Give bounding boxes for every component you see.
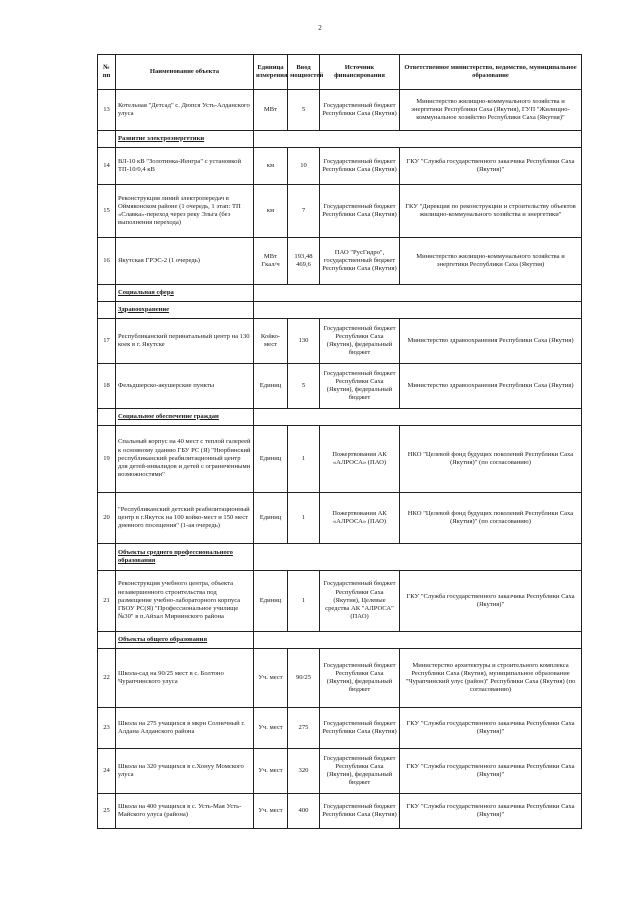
capacity-cell: 1 [288,493,320,544]
section-title: Социальная сфера [116,285,254,302]
section-row [98,285,582,302]
header-ministry: Ответственное министерство, ведомство, муниципальное образование [400,55,582,90]
ministry-cell: НКО "Целевой фонд будущих поколений Республики Саха (Якутия)" (по согласованию) [400,426,582,493]
object-name: Школа-сад на 90/25 мест в с. Болтоно Чурапчинского улуса [116,649,254,708]
ministry-cell: ГКУ "Служба государственного заказчика Республики Саха (Якутия)" [400,708,582,749]
capacity-cell: 10 [288,148,320,185]
ministry-cell: Министерство жилищно-коммунального хозяйства и энергетики Республики Саха (Якутия) [400,238,582,285]
object-name: Школа на 320 учащихся в с.Хонуу Момского улуса [116,749,254,794]
ministry-cell: Министерство архитектуры и строительного комплекса Республики Саха (Якутия), муниципальное образование "Чурапчинский улус (район)" Республики Саха (Якутия) (по согласованию) [400,649,582,708]
ministry-cell: ГКУ "Дирекция по реконструкции и строительству объектов жилищно-коммунального хозяйства и энергетики" [400,185,582,238]
table-row [98,426,582,493]
source-cell: Пожертвования АК «АЛРОСА» (ПАО) [320,426,400,493]
table-row [98,749,582,794]
section-empty-cell [254,409,582,426]
ministry-cell: Министерство здравоохранения Республики Саха (Якутия) [400,364,582,409]
source-cell: Государственный бюджет Республики Саха (Якутия), федеральный бюджет [320,749,400,794]
section-empty-cell [254,285,582,302]
object-name: Спальный корпус на 40 мест с теплой галереей к основному зданию ГБУ РС (Я) "Нюрбинский республиканский реабилитационный центр для детей-инвалидов и детей с ограниченными возможностями" [116,426,254,493]
section-empty-cell [254,544,582,571]
table-row [98,493,582,544]
section-row [98,302,582,319]
source-cell: Пожертвования АК «АЛРОСА» (ПАО) [320,493,400,544]
row-num: 16 [98,238,116,285]
page-number: 2 [318,24,322,32]
unit-cell: км [254,185,288,238]
unit-cell: МВт Гкал/ч [254,238,288,285]
section-empty-cell [254,131,582,148]
row-num: 22 [98,649,116,708]
object-name: Фельдшерско-акушерские пункты [116,364,254,409]
source-cell: Государственный бюджет Республики Саха (Якутия), федеральный бюджет [320,649,400,708]
unit-cell: Койко-мест [254,319,288,364]
row-num: 23 [98,708,116,749]
section-title: Объекты общего образования [116,632,254,649]
section-num-cell [98,544,116,571]
source-cell: Государственный бюджет Республики Саха (Якутия) [320,708,400,749]
unit-cell: Единиц [254,426,288,493]
object-name: Котельная "Детсад" с. Дюпся Усть-Алданского улуса [116,90,254,131]
table-row [98,571,582,632]
section-num-cell [98,131,116,148]
row-num: 25 [98,794,116,829]
capacity-cell: 320 [288,749,320,794]
section-row [98,632,582,649]
section-num-cell [98,302,116,319]
table-body [98,90,582,829]
header-name: Наименование объекта [116,55,254,90]
unit-cell: Единиц [254,571,288,632]
table-header-row [98,55,582,90]
ministry-cell: ГКУ "Служба государственного заказчика Республики Саха (Якутия)" [400,571,582,632]
object-name: ВЛ-10 кВ "Золотинка-Иенгра" с установкой ТП-10/0,4 кВ [116,148,254,185]
row-num: 19 [98,426,116,493]
unit-cell: Единиц [254,493,288,544]
ministry-cell: ГКУ "Служба государственного заказчика Республики Саха (Якутия)" [400,148,582,185]
section-empty-cell [254,632,582,649]
row-num: 20 [98,493,116,544]
table-row [98,319,582,364]
section-num-cell [98,285,116,302]
object-name: Республиканский перинатальный центр на 130 коек в г. Якутске [116,319,254,364]
object-name: Якутская ГРЭС-2 (1 очередь) [116,238,254,285]
section-num-cell [98,632,116,649]
section-row [98,409,582,426]
unit-cell: км [254,148,288,185]
object-name: Школа на 400 учащихся в с. Усть-Мая Усть-Майского улуса (района) [116,794,254,829]
header-capacity: Ввод мощностей [288,55,320,90]
capacity-cell: 275 [288,708,320,749]
source-cell: Государственный бюджет Республики Саха (Якутия) [320,90,400,131]
object-name: Школа на 275 учащихся в мкрн Солнечный г. Алдана Алданского района [116,708,254,749]
ministry-cell: НКО "Целевой фонд будущих поколений Республики Саха (Якутия)" (по согласованию) [400,493,582,544]
row-num: 21 [98,571,116,632]
table-row [98,794,582,829]
table-row [98,364,582,409]
table-row [98,238,582,285]
table-row [98,708,582,749]
unit-cell: Уч. мест [254,794,288,829]
row-num: 15 [98,185,116,238]
capacity-cell: 5 [288,364,320,409]
row-num: 17 [98,319,116,364]
capacity-cell: 90/25 [288,649,320,708]
header-unit: Единица измерения [254,55,288,90]
source-cell: Государственный бюджет Республики Саха (Якутия) [320,185,400,238]
table-row [98,185,582,238]
capacity-cell: 1 [288,571,320,632]
row-num: 18 [98,364,116,409]
section-title: Здравоохранение [116,302,254,319]
section-row [98,131,582,148]
header-num: № пп [98,55,116,90]
section-empty-cell [254,302,582,319]
table-row [98,148,582,185]
source-cell: Государственный бюджет Республики Саха (Якутия), федеральный бюджет [320,319,400,364]
objects-table [97,54,582,829]
ministry-cell: ГКУ "Служба государственного заказчика Республики Саха (Якутия)" [400,749,582,794]
section-num-cell [98,409,116,426]
ministry-cell: Министерство жилищно-коммунального хозяйства и энергетики Республики Саха (Якутия), ГУП "Жилищно-коммунальное хозяйство Республики Саха (Якутия)" [400,90,582,131]
capacity-cell: 400 [288,794,320,829]
unit-cell: Уч. мест [254,649,288,708]
unit-cell: МВт [254,90,288,131]
section-row [98,544,582,571]
source-cell: ПАО "РусГидро", государственный бюджет Республики Саха (Якутия) [320,238,400,285]
capacity-cell: 130 [288,319,320,364]
source-cell: Государственный бюджет Республики Саха (Якутия) [320,794,400,829]
section-title: Социальное обеспечение граждан [116,409,254,426]
source-cell: Государственный бюджет Республики Саха (Якутия), федеральный бюджет [320,364,400,409]
capacity-cell: 5 [288,90,320,131]
unit-cell: Единиц [254,364,288,409]
capacity-cell: 1 [288,426,320,493]
row-num: 24 [98,749,116,794]
unit-cell: Уч. мест [254,749,288,794]
unit-cell: Уч. мест [254,708,288,749]
ministry-cell: Министерство здравоохранения Республики Саха (Якутия) [400,319,582,364]
table-row [98,90,582,131]
source-cell: Государственный бюджет Республики Саха (Якутия), Целевые средства АК "АЛРОСА" (ПАО) [320,571,400,632]
row-num: 13 [98,90,116,131]
object-name: "Республиканский детский реабилитационный центр в г.Якутск на 100 койко-мест и 150 мест дневного посещения" (1-ая очередь) [116,493,254,544]
table-row [98,649,582,708]
capacity-cell: 7 [288,185,320,238]
section-title: Развитие электроэнергетики [116,131,254,148]
row-num: 14 [98,148,116,185]
capacity-cell: 193,48 469,6 [288,238,320,285]
ministry-cell: ГКУ "Служба государственного заказчика Республики Саха (Якутия)" [400,794,582,829]
object-name: Реконструкция учебного центра, объекта незавершенного строительства под размещение учебно-лабораторного корпуса ГБОУ РС(Я) "Профессиональное училище №30" в п.Айхал Мирнинского района [116,571,254,632]
section-title: Объекты среднего профессионального образования [116,544,254,571]
object-name: Реконструкция линий электропередач в Оймяконском районе (1 очередь, 1 этап: ТП «Славка»-переход через реку Эльга (без выполнения перехода) [116,185,254,238]
source-cell: Государственный бюджет Республики Саха (Якутия) [320,148,400,185]
header-source: Источник финансирования [320,55,400,90]
